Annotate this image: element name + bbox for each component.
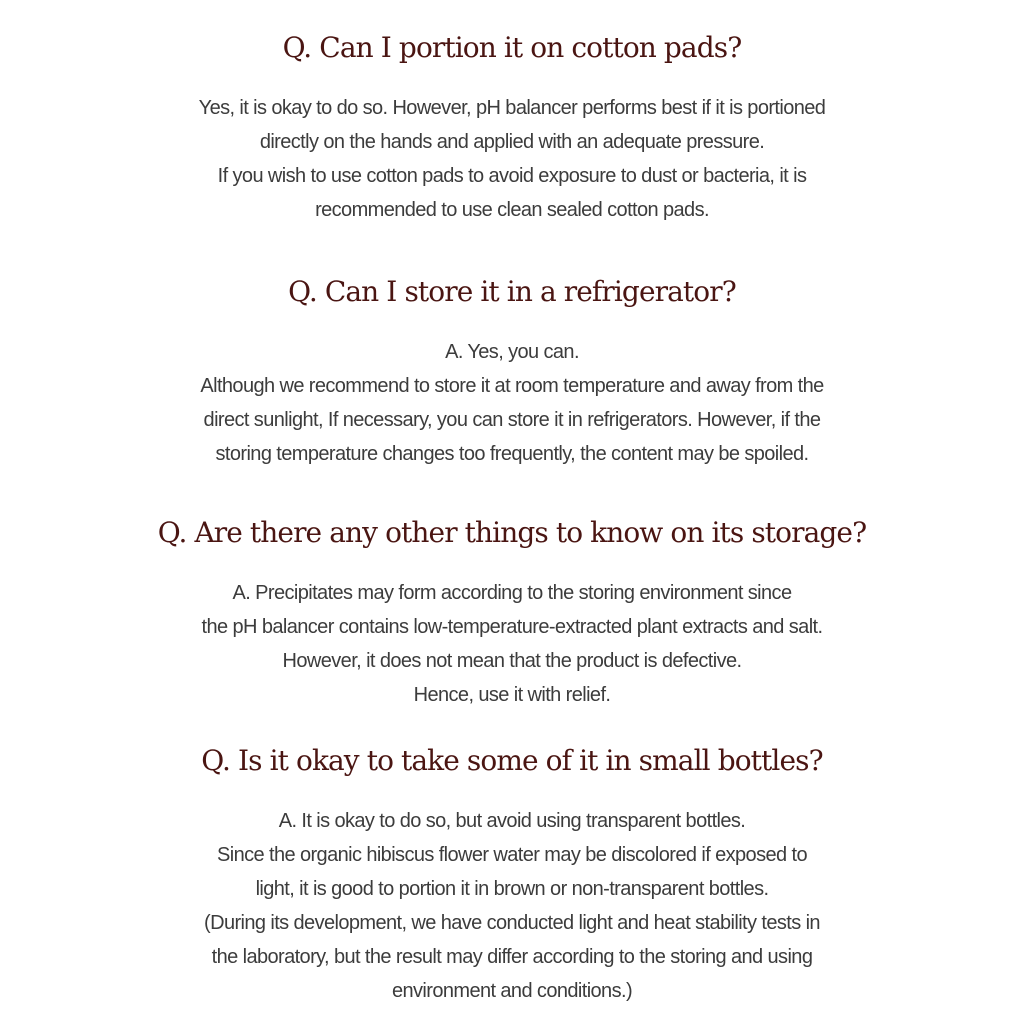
faq-item-cotton-pads (0, 31, 1024, 227)
faq-question: Q. Can I portion it on cotton pads? (282, 31, 742, 64)
answer-line: A. Precipitates may form according to the storing environment since (232, 582, 792, 604)
answer-line: the pH balancer contains low-temperature-extracted plant extracts and salt. (201, 616, 823, 638)
answer-line: A. It is okay to do so, but avoid using transparent bottles. (278, 810, 746, 832)
answer-line: recommended to use clean sealed cotton pads. (315, 199, 709, 221)
answer-line: (During its development, we have conducted light and heat stability tests in (204, 912, 820, 934)
answer-line: Although we recommend to store it at room temperature and away from the (200, 375, 824, 397)
answer-line: Yes, it is okay to do so. However, pH balancer performs best if it is portioned (198, 97, 826, 119)
answer-line: Since the organic hibiscus flower water may be discolored if exposed to (217, 844, 807, 866)
faq-answer (0, 576, 1024, 712)
answer-line: direct sunlight, If necessary, you can store it in refrigerators. However, if the (203, 409, 821, 431)
faq-question: Q. Is it okay to take some of it in small bottles? (201, 744, 823, 777)
answer-line: directly on the hands and applied with an adequate pressure. (259, 131, 765, 153)
faq-question: Q. Are there any other things to know on its storage? (157, 516, 867, 549)
answer-line: light, it is good to portion it in brown or non-transparent bottles. (255, 878, 769, 900)
answer-line: If you wish to use cotton pads to avoid exposure to dust or bacteria, it is (217, 165, 807, 187)
answer-line: the laboratory, but the result may differ according to the storing and using (211, 946, 813, 968)
faq-item-small-bottles (0, 744, 1024, 1008)
answer-line: However, it does not mean that the product is defective. (282, 650, 742, 672)
answer-line: A. Yes, you can. (445, 341, 579, 363)
answer-line: environment and conditions.) (391, 980, 633, 1002)
faq-answer (0, 804, 1024, 1008)
answer-line: storing temperature changes too frequently, the content may be spoiled. (215, 443, 809, 465)
faq-item-storage (0, 516, 1024, 712)
faq-answer (0, 335, 1024, 471)
faq-question: Q. Can I store it in a refrigerator? (288, 275, 736, 308)
faq-item-refrigerator (0, 275, 1024, 471)
answer-line: Hence, use it with relief. (413, 684, 611, 706)
faq-answer (0, 91, 1024, 227)
